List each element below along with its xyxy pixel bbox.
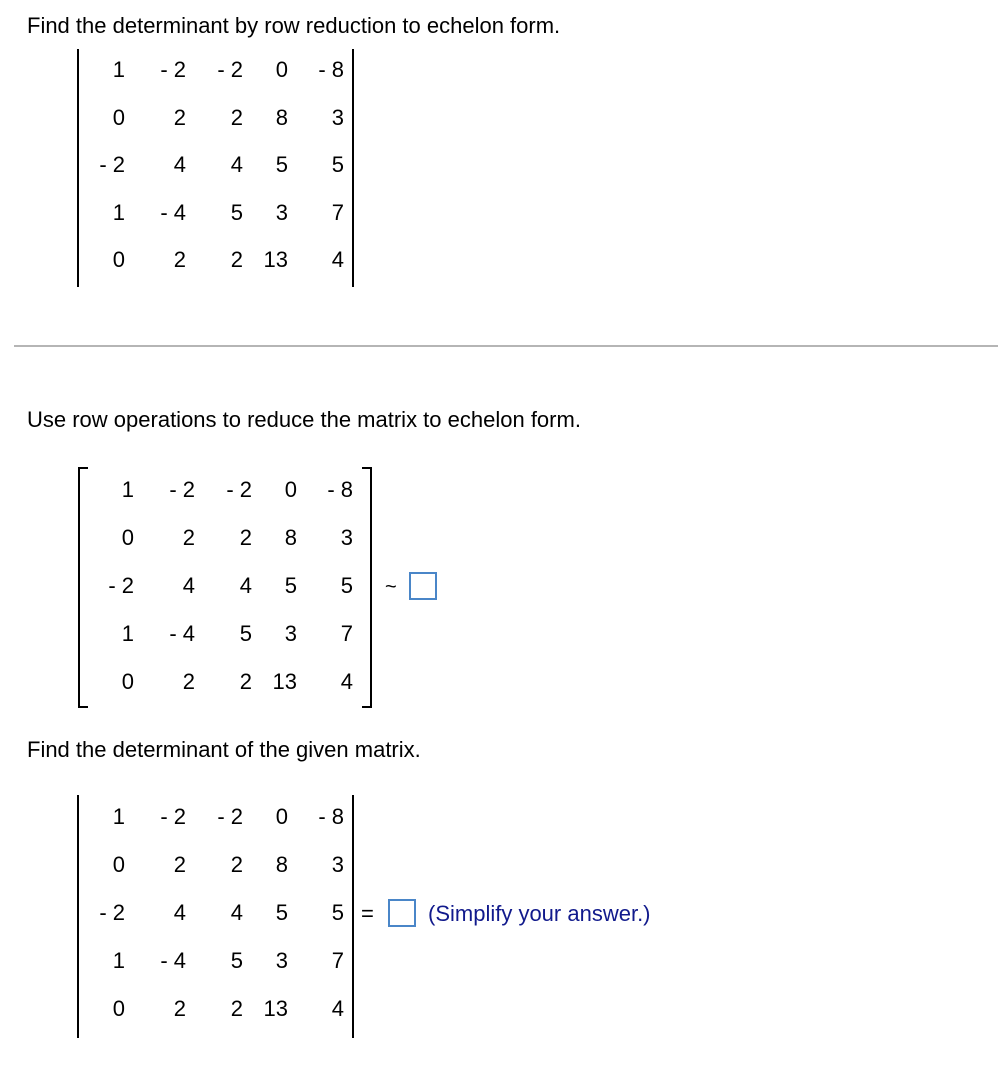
matrix-cell: 7 bbox=[340, 621, 353, 646]
matrix-cell: 0 bbox=[121, 669, 134, 694]
matrix-cell: - 8 bbox=[318, 57, 344, 82]
determinant-bar-right bbox=[352, 49, 354, 287]
equals-sign: = bbox=[361, 901, 374, 926]
matrix-cell: - 4 bbox=[160, 199, 186, 225]
matrix-cell: 1 bbox=[121, 477, 134, 502]
matrix-cell: 2 bbox=[182, 669, 195, 694]
matrix-cell: 3 bbox=[275, 199, 288, 225]
matrix-cell: - 4 bbox=[160, 948, 186, 973]
matrix-cell: - 2 bbox=[169, 477, 195, 502]
part2-prompt: Find the determinant of the given matrix. bbox=[27, 737, 421, 762]
matrix-cell: 13 bbox=[272, 669, 297, 694]
matrix-cell: 13 bbox=[263, 247, 288, 272]
simplify-hint: (Simplify your answer.) bbox=[428, 901, 651, 926]
matrix-cell: 0 bbox=[275, 57, 288, 82]
matrix-cell: 8 bbox=[275, 852, 288, 877]
matrix-cell: 3 bbox=[275, 948, 288, 973]
matrix-cell: 3 bbox=[284, 621, 297, 646]
matrix-cell: 3 bbox=[340, 525, 353, 550]
matrix-cell: 4 bbox=[340, 669, 353, 694]
matrix-cell: - 8 bbox=[327, 477, 353, 502]
matrix-cell: - 2 bbox=[160, 804, 186, 829]
matrix-cell: 4 bbox=[331, 996, 344, 1021]
matrix-to-reduce bbox=[78, 467, 372, 708]
determinant-matrix-answer bbox=[77, 795, 354, 1038]
bracket-right bbox=[362, 467, 372, 708]
matrix-cell: 2 bbox=[230, 104, 243, 130]
matrix-cell: - 2 bbox=[160, 57, 186, 82]
matrix-cell: 5 bbox=[331, 152, 344, 177]
matrix-cell: 5 bbox=[275, 900, 288, 925]
matrix-cell: 2 bbox=[173, 996, 186, 1021]
determinant-answer-box[interactable] bbox=[388, 899, 416, 927]
matrix-cell: 1 bbox=[112, 948, 125, 973]
matrix-cell: 8 bbox=[284, 525, 297, 550]
matrix-cell: 5 bbox=[331, 900, 344, 925]
echelon-form-answer-box[interactable] bbox=[409, 572, 437, 600]
matrix-cell: 4 bbox=[173, 152, 186, 177]
matrix-cell: - 2 bbox=[99, 900, 125, 925]
determinant-bar-right bbox=[352, 795, 354, 1038]
matrix-cell: 8 bbox=[275, 104, 288, 130]
matrix-cell: 2 bbox=[173, 104, 186, 130]
matrix-cell: - 2 bbox=[99, 152, 125, 177]
matrix-cell: 7 bbox=[331, 948, 344, 973]
matrix-cell: 0 bbox=[275, 804, 288, 829]
matrix-cell: - 4 bbox=[169, 621, 195, 646]
section-divider bbox=[14, 345, 998, 347]
matrix-cell: 2 bbox=[239, 669, 252, 694]
part1-prompt: Use row operations to reduce the matrix to echelon form. bbox=[27, 407, 581, 432]
question-prompt: Find the determinant by row reduction to echelon form. bbox=[27, 13, 561, 38]
matrix-cell: 1 bbox=[112, 804, 125, 829]
matrix-cell: 7 bbox=[331, 199, 344, 225]
matrix-cell: 5 bbox=[230, 948, 243, 973]
matrix-cell: 5 bbox=[275, 152, 288, 177]
matrix-cell: 2 bbox=[230, 852, 243, 877]
matrix-cell: 4 bbox=[239, 573, 252, 598]
matrix-cell: 5 bbox=[340, 573, 353, 598]
matrix-cell: 4 bbox=[230, 152, 243, 177]
matrix-cell: 13 bbox=[263, 996, 288, 1021]
matrix-cell: - 2 bbox=[217, 57, 243, 82]
matrix-cell: 0 bbox=[112, 996, 125, 1021]
matrix-cell: - 2 bbox=[217, 804, 243, 829]
matrix-cell: 2 bbox=[173, 247, 186, 272]
matrix-cell: 2 bbox=[173, 852, 186, 877]
matrix-cell: 5 bbox=[239, 621, 252, 646]
matrix-cell: 0 bbox=[112, 247, 125, 272]
row-equivalent-symbol: ~ bbox=[385, 576, 397, 598]
matrix-cell: 1 bbox=[121, 621, 134, 646]
matrix-cell: 3 bbox=[331, 852, 344, 877]
determinant-matrix-question bbox=[77, 49, 354, 287]
matrix-cell: 0 bbox=[121, 525, 134, 550]
matrix-cell: - 2 bbox=[226, 477, 252, 502]
matrix-cell: 4 bbox=[173, 900, 186, 925]
matrix-cell: 2 bbox=[239, 525, 252, 550]
matrix-cell: 0 bbox=[112, 852, 125, 877]
matrix-cell: 5 bbox=[284, 573, 297, 598]
matrix-cell: 2 bbox=[230, 996, 243, 1021]
matrix-cell: 5 bbox=[230, 199, 243, 225]
matrix-cell: 2 bbox=[182, 525, 195, 550]
matrix-cell: 0 bbox=[112, 104, 125, 130]
matrix-cell: 1 bbox=[112, 57, 125, 82]
matrix-cell: - 8 bbox=[318, 804, 344, 829]
matrix-cell: 4 bbox=[182, 573, 195, 598]
matrix-cell: 2 bbox=[230, 247, 243, 272]
matrix-cell: 4 bbox=[331, 247, 344, 272]
matrix-cell: 3 bbox=[331, 104, 344, 130]
matrix-cell: 4 bbox=[230, 900, 243, 925]
matrix-cell: 0 bbox=[284, 477, 297, 502]
matrix-cell: 1 bbox=[112, 199, 125, 225]
matrix-cell: - 2 bbox=[108, 573, 134, 598]
